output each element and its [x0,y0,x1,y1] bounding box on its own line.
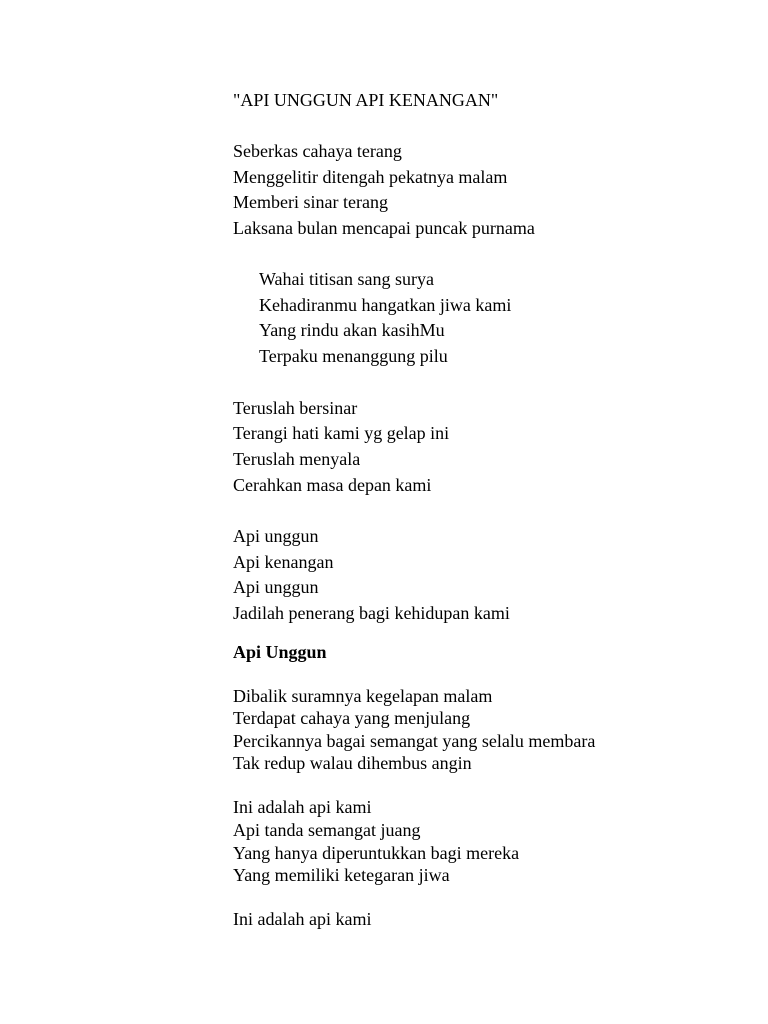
poem1-title: "API UNGGUN API KENANGAN" [233,90,499,110]
poem1-stanza1-line2: Menggelitir ditengah pekatnya malam [233,167,508,187]
poem1-stanza4-line2: Api kenangan [233,552,334,572]
poem2-stanza2-line3: Yang hanya diperuntukkan bagi mereka [233,843,520,863]
poem2-stanza2-line2: Api tanda semangat juang [233,820,421,840]
poem1-stanza3-line2: Terangi hati kami yg gelap ini [233,423,450,443]
poem1-stanza3-line4: Cerahkan masa depan kami [233,475,432,495]
poem2-stanza1-line1: Dibalik suramnya kegelapan malam [233,686,493,706]
poem1-stanza2-line3: Yang rindu akan kasihMu [259,320,445,340]
poem1-stanza3-line1: Teruslah bersinar [233,398,358,418]
poem2-stanza2-line4: Yang memiliki ketegaran jiwa [233,865,450,885]
poem2-stanza1-line4: Tak redup walau dihembus angin [233,753,472,773]
poem1-stanza3-line3: Teruslah menyala [233,449,361,469]
poem2-stanza1-line3: Percikannya bagai semangat yang selalu membara [233,731,596,751]
poem1-stanza2-line2: Kehadiranmu hangatkan jiwa kami [259,295,512,315]
poem1-stanza1-line3: Memberi sinar terang [233,192,388,212]
poem2-stanza1-line2: Terdapat cahaya yang menjulang [233,708,471,728]
poem1-stanza4-line1: Api unggun [233,526,319,546]
poem1-stanza1-line1: Seberkas cahaya terang [233,141,402,161]
poem1-stanza4-line3: Api unggun [233,577,319,597]
poem2-stanza3-line1: Ini adalah api kami [233,909,372,929]
poem2-title: Api Unggun [233,642,327,662]
poem2-stanza2-line1: Ini adalah api kami [233,797,372,817]
poem1-stanza2-line1: Wahai titisan sang surya [259,269,435,289]
poem1-stanza1-line4: Laksana bulan mencapai puncak purnama [233,218,535,238]
poem1-stanza4-line4: Jadilah penerang bagi kehidupan kami [233,603,510,623]
poem1-stanza2-line4: Terpaku menanggung pilu [259,346,448,366]
